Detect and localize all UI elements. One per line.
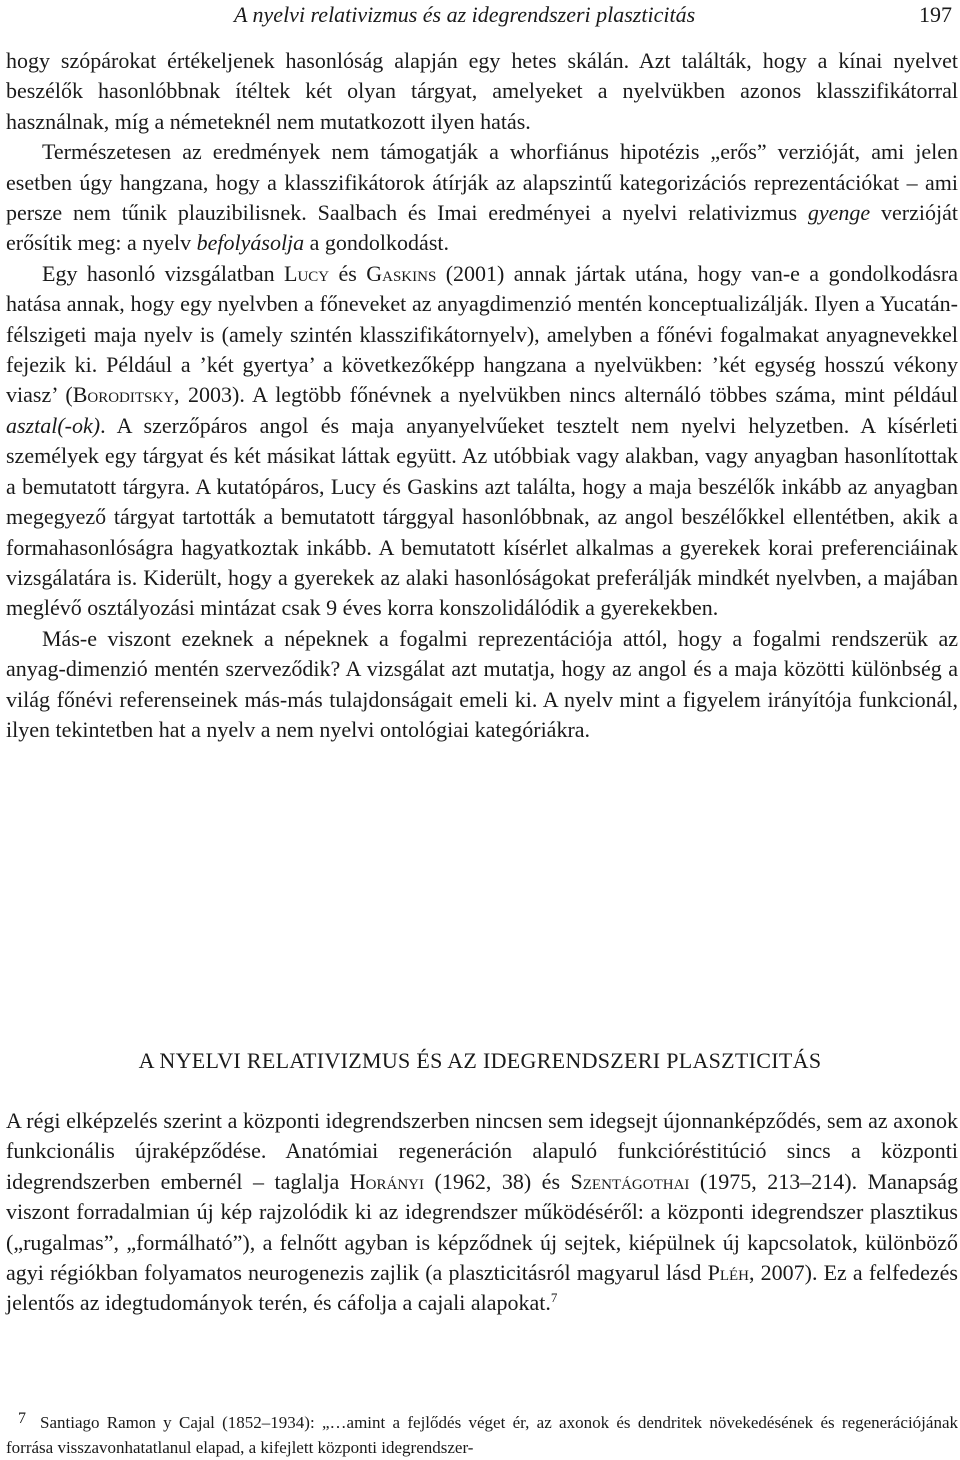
emphasis-gyenge: gyenge — [807, 200, 871, 226]
section-text — [6, 1106, 958, 1319]
emphasis-asztal: asztal(-ok) — [6, 412, 101, 438]
author-szentagothai: Szentágothai — [570, 1168, 690, 1194]
page-number: 197 — [919, 2, 952, 27]
footnote-reference[interactable]: 7 — [550, 1290, 558, 1306]
section-text-a: A régi elképzelés szerint a központi idegrendszerben nincsen sem idegsejt újonnanképződés, sem az axonok funkcionális újraképződése. Anatómiai regeneráción alapuló funkcióréstitúció sincs a központi idegrendszerben embernél – taglalja — [6, 1108, 958, 1194]
author-gaskins: Gaskins — [366, 260, 437, 286]
footnote — [6, 1406, 958, 1460]
author-pleh: Pléh — [707, 1260, 749, 1286]
paragraph-2-text-c: verzióját erősítik meg: a nyelv — [6, 200, 958, 256]
paragraph-3-text-d: , 2003). A legtöbb főnévnek a nyelvükben nincs alternáló többes száma, mint például — [174, 382, 958, 408]
paragraph-2-text-e: a gondolkodást. — [304, 230, 449, 256]
author-horanyi: Horányi — [349, 1168, 424, 1194]
paragraph-3-text-a: Egy hasonló vizsgálatban — [42, 260, 285, 286]
author-boroditsky: Boroditsky — [72, 382, 175, 408]
paragraph-2-text-a: Természetesen az eredmények nem támogatják a whorfiánus hipotézis „erős” verzióját, ami jelen esetben úgy hangzana, hogy a klasszifikátorok átírják az alapszintű kategorizációs reprezentációkat – ami persze nem tűnik plauzibilisnek. Saalbach és Imai eredményei a nyelvi relativizmus — [6, 139, 958, 226]
footnote-number: 7 — [18, 1410, 26, 1427]
footnote-text: Santiago Ramon y Cajal (1852–1934): „…amint a fejlődés véget ér, az axonok és dendritek növekedésének és regenerációjának forrása visszavonhatatlanul elapad, a kifejlett központi idegrendszer- — [6, 1413, 958, 1457]
section-text-d: , 2007). Ez a felfedezés jelentős az idegtudományok terén, és cáfolja a cajali alapokat. — [6, 1260, 958, 1316]
section-paragraph-1 — [6, 1106, 958, 1319]
paragraph-3 — [6, 259, 958, 624]
paragraph-2 — [6, 137, 958, 259]
section-text-b: (1962, 38) és — [424, 1168, 571, 1194]
running-header — [0, 2, 960, 32]
main-text — [6, 46, 958, 745]
author-lucy: Lucy — [284, 260, 330, 286]
paragraph-3-text-c: (2001) annak jártak utána, hogy van-e a gondolkodásra hatása annak, hogy egy nyelvben a főneveket az anyagdimenzió mentén konceptualizálják. Ilyen a Yucatán-félszigeti maja nyelv is (amely szintén klasszifikátornyelv), amelyben a főnévi fogalmakat anyagnevekkel fejezik ki. Például a ’két gyertya’ a következőképp hangzana a nyelvükben: ’két egység hosszú vékony viasz’ ( — [6, 260, 958, 408]
paragraph-1: hogy szópárokat értékeljenek hasonlóság alapján egy hetes skálán. Azt találták, hogy a kínai nyelvet beszélők hasonlóbbnak ítéltek két olyan tárgyat, amelyeket a nyelvükben azonos klasszifikátorral használnak, míg a németeknél nem mutatkozott ilyen hatás. — [6, 48, 958, 134]
paragraph-4: Más-e viszont ezeknek a népeknek a fogalmi reprezentációja attól, hogy a fogalmi rendszerük az anyag-dimenzió mentén szerveződik? A vizsgálat azt mutatja, hogy az angol és a maja közötti különbség a világ főnévi referenseinek más-más tulajdonságait emeli ki. A nyelv mint a figyelem irányítója funkcionál, ilyen tekintetben hat a nyelv a nem nyelvi ontológiai kategóriákra. — [6, 625, 958, 742]
emphasis-befolyasolja: befolyásolja — [196, 230, 305, 256]
section-heading: A NYELVI RELATIVIZMUS ÉS AZ IDEGRENDSZERI PLASZTICITÁS — [138, 1048, 822, 1073]
running-title: A nyelvi relativizmus és az idegrendszeri plaszticitás — [234, 2, 696, 27]
section-text-c: (1975, 213–214). Manapság viszont forradalmian új kép rajzolódik ki az idegrendszer működéséről: a központi idegrendszer plasztikus („rugalmas”, „formálható”), a felnőtt agyban is képződnek új sejtek, kiépülnek új kapcsolatok, különböző agyi régiókban folyamatos neurogenezis zajlik (a plaszticitásról magyarul lásd — [6, 1168, 958, 1286]
paragraph-3-text-b: és — [329, 260, 367, 286]
paragraph-3-text-f: . A szerzőpáros angol és maja anyanyelvűeket tesztelt nem nyelvi helyzetben. A kísérleti személyek egy tárgyat és két másikat láttak együtt. Az utóbbiak vagy alakban, vagy anyagban hasonlítottak a bemutatott tárgyra. A kutatópáros, Lucy és Gaskins azt találta, hogy a maja beszélők inkább az anyagban megegyező tárgyat tartották a bemutatott tárggyal hasonlóbbnak, az angol beszélőkkel ellentétben, akik a formahasonlóságra hagyatkoztak inkább. A bemutatott kísérlet alkalmas a gyerekek korai preferenciáinak vizsgálatára is. Kiderült, hogy a gyerekek az alaki hasonlóságokat preferálják mindkét nyelvben, a majában meglévő osztályozási mintázat csak 9 éves korra konszolidálódik a gyerekekben. — [6, 412, 958, 621]
